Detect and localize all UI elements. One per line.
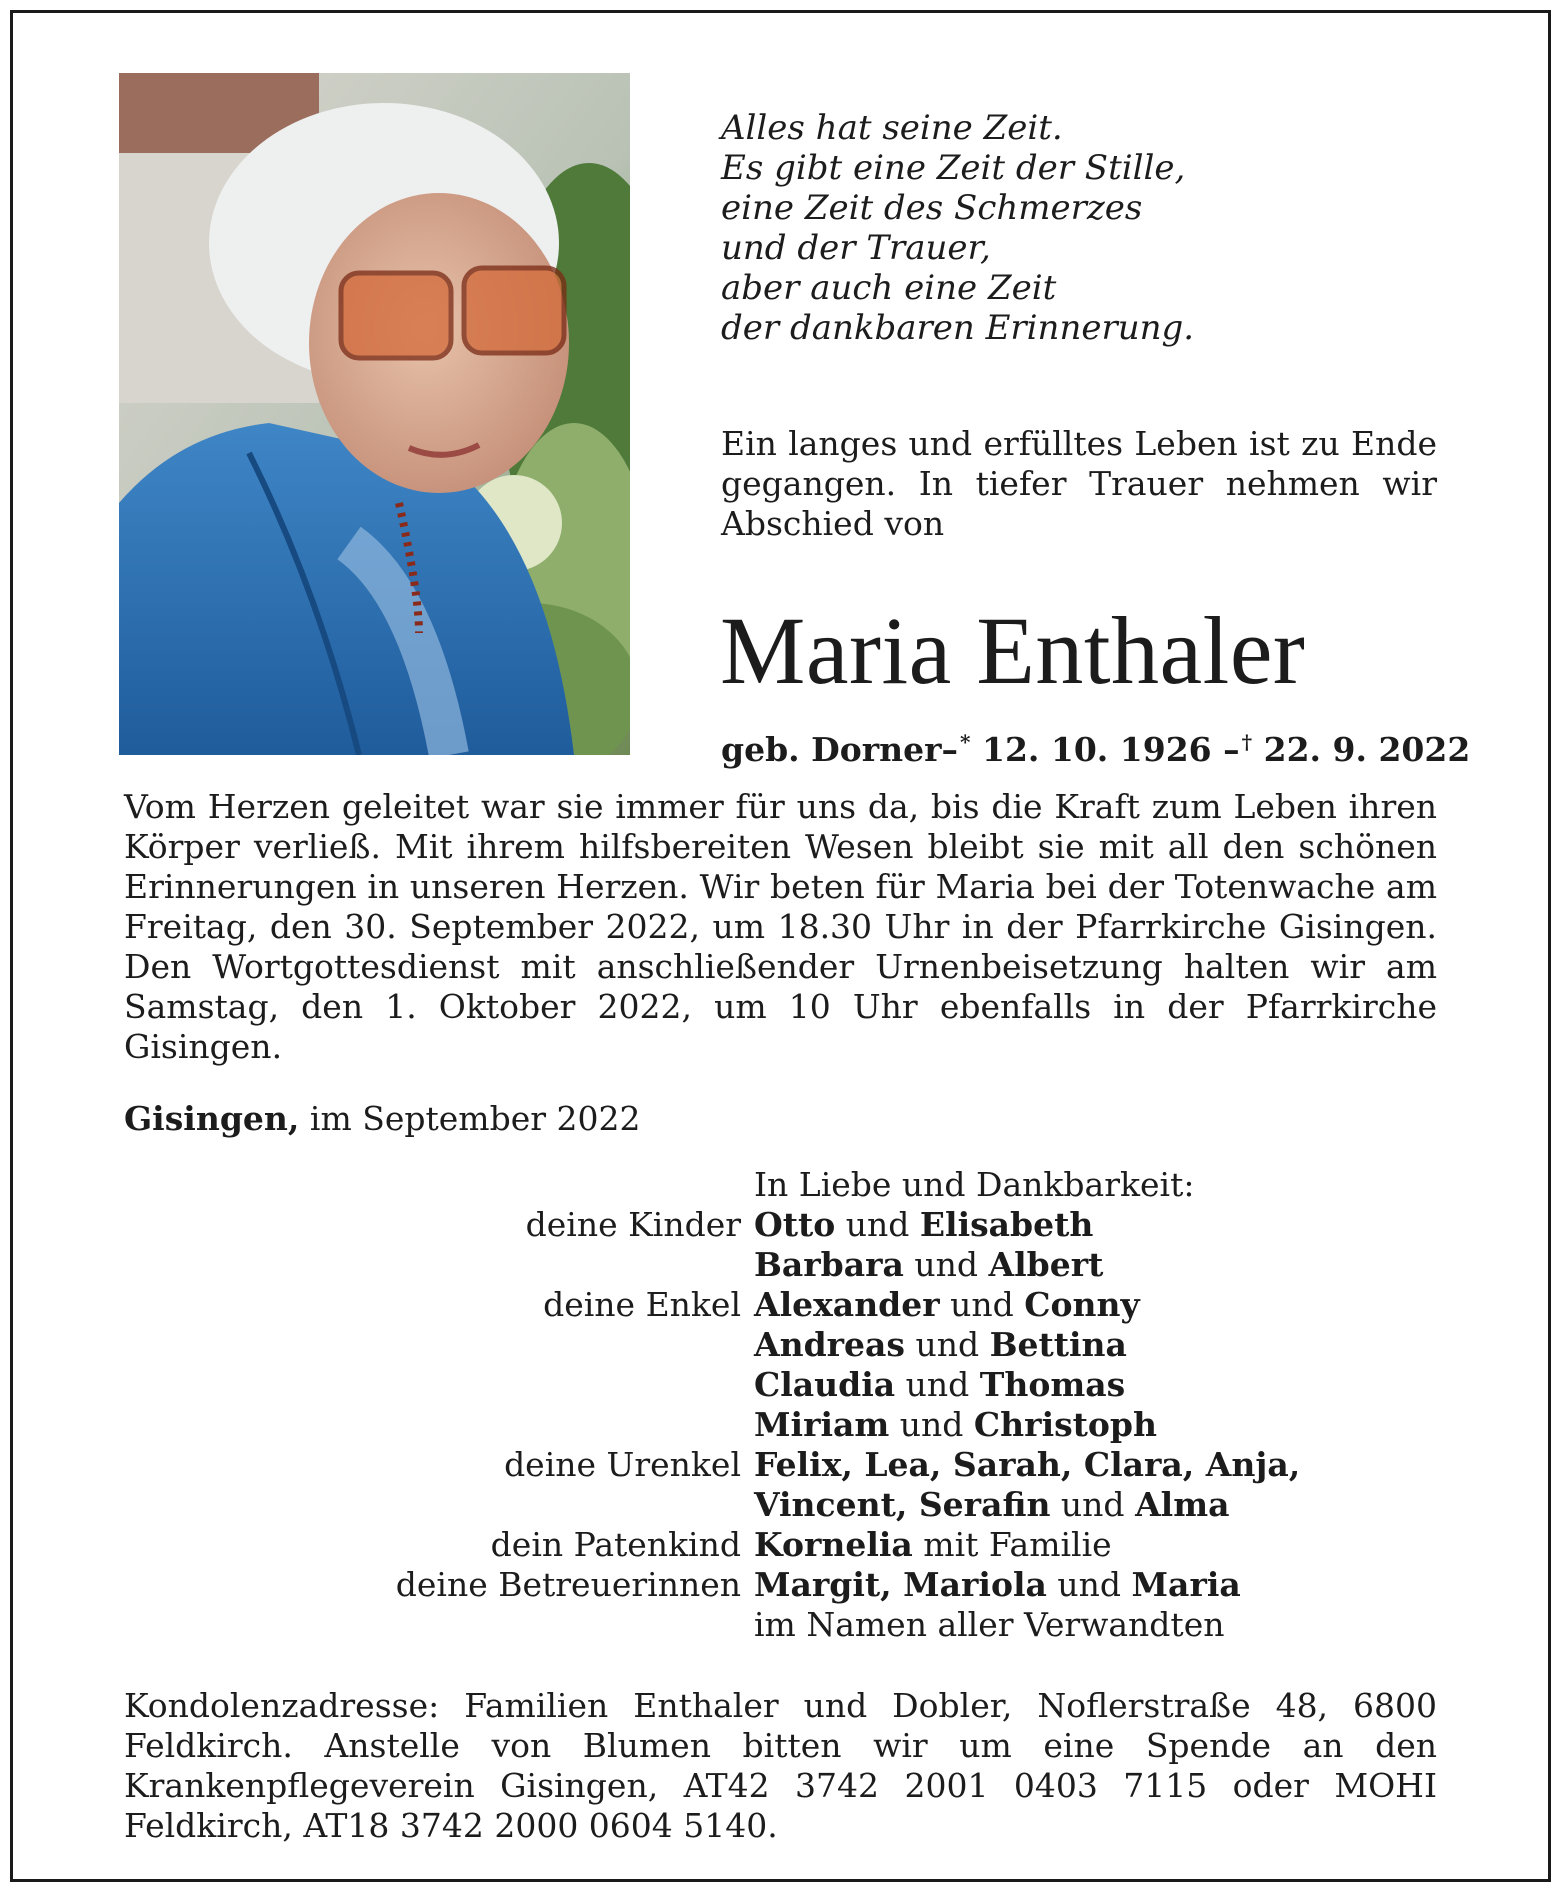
birth-date: 12. 10. 1926 <box>981 730 1212 769</box>
mourner-names <box>754 1245 1103 1285</box>
portrait-illustration <box>119 73 630 755</box>
dates-separator: – <box>1223 730 1240 769</box>
dates-separator: – <box>941 730 959 769</box>
mourner-names <box>754 1445 1300 1485</box>
mourner-names <box>754 1525 1112 1565</box>
mourner-row <box>0 1605 1567 1645</box>
mourner-connector: und <box>903 1245 989 1284</box>
poem-line: Es gibt eine Zeit der Stille, <box>721 148 1186 188</box>
mourner-row <box>0 1365 1567 1405</box>
mourner-name: Vincent, Serafin <box>754 1485 1051 1524</box>
mourner-names <box>754 1405 1157 1445</box>
mourner-names <box>754 1565 1241 1605</box>
mourner-name: Alexander <box>754 1285 940 1324</box>
mourner-relation: deine Urenkel <box>504 1445 741 1484</box>
mourner-name: Christoph <box>973 1405 1158 1444</box>
mourner-connector: und <box>835 1205 920 1244</box>
mourner-row <box>0 1325 1567 1365</box>
mourner-relation: deine Betreuerinnen <box>395 1565 741 1604</box>
death-symbol: † <box>1241 730 1253 754</box>
mourner-name: Elisabeth <box>919 1205 1094 1244</box>
mourner-connector: und <box>939 1285 1025 1324</box>
mourner-names <box>754 1325 1127 1365</box>
mourner-name: Kornelia <box>754 1525 913 1564</box>
mourner-name: Claudia <box>754 1365 896 1404</box>
intro-text: Ein langes und erfülltes Leben ist zu Ende gegangen. In tiefer Trauer nehmen wir Abschied von <box>721 424 1437 543</box>
poem-line: Alles hat seine Zeit. <box>721 108 1063 148</box>
birth-symbol: * <box>960 730 971 754</box>
mourner-name: Margit, Mariola <box>754 1565 1047 1604</box>
mourner-connector: und <box>1050 1485 1136 1524</box>
mourner-row <box>0 1525 1567 1565</box>
poem-line: aber auch eine Zeit <box>721 268 1057 308</box>
mourners-heading-row <box>0 1165 1567 1205</box>
mourners-list <box>0 1165 1567 1645</box>
mourner-name: Maria <box>1131 1565 1241 1604</box>
mourner-relation: deine Kinder <box>525 1205 741 1244</box>
mourner-name: Miriam <box>754 1405 890 1444</box>
deceased-name: Maria Enthaler <box>720 597 1306 704</box>
mourner-names <box>754 1485 1230 1525</box>
mourner-name: Otto <box>754 1205 836 1244</box>
place-city: Gisingen, <box>124 1099 300 1138</box>
poem-line: eine Zeit des Schmerzes <box>721 188 1143 228</box>
condolence-address: Kondolenzadresse: Familien Enthaler und Dobler, Noflerstraße 48, 6800 Feldkirch. Anstelle von Blumen bitten wir um eine Spende an den Krankenpflegeverein Gisingen, AT42 3742 2001 0403 7115 oder MOHI Feldkirch, AT18 3742 2000 0604 5140. <box>124 1686 1437 1845</box>
mourner-connector: im Namen aller Verwandten <box>754 1605 1225 1644</box>
mourner-rows <box>0 1205 1567 1645</box>
mourner-name: Alma <box>1135 1485 1230 1524</box>
mourner-row <box>0 1285 1567 1325</box>
mourner-row <box>0 1565 1567 1605</box>
poem <box>721 108 1441 348</box>
obituary-body: Vom Herzen geleitet war sie immer für uns da, bis die Kraft zum Leben ihren Körper verließ. Mit ihrem hilfsbereiten Wesen bleibt sie mit all den schönen Erinnerungen in unseren Herzen. Wir beten für Maria bei der Totenwache am Freitag, den 30. September 2022, um 18.30 Uhr in der Pfarrkirche Gisingen. Den Wortgottesdienst mit anschließender Urnenbeisetzung halten wir am Samstag, den 1. Oktober 2022, um 10 Uhr ebenfalls in der Pfarrkirche Gisingen. <box>124 787 1437 1066</box>
mourner-relation: dein Patenkind <box>490 1525 741 1564</box>
mourner-connector: und <box>889 1405 974 1444</box>
mourner-names <box>754 1365 1125 1405</box>
mourner-row <box>0 1405 1567 1445</box>
maiden-name: geb. Dorner <box>721 730 942 769</box>
mourner-name: Conny <box>1024 1285 1140 1324</box>
mourner-row <box>0 1445 1567 1485</box>
mourner-connector: und <box>905 1325 990 1364</box>
mourner-name: Andreas <box>754 1325 906 1364</box>
mourner-names <box>754 1285 1140 1325</box>
mourner-connector: und <box>895 1365 980 1404</box>
mourner-row <box>0 1485 1567 1525</box>
mourner-name: Albert <box>988 1245 1104 1284</box>
life-dates <box>721 720 1471 772</box>
mourner-row <box>0 1205 1567 1245</box>
mourner-names <box>754 1605 1224 1645</box>
mourner-row <box>0 1245 1567 1285</box>
mourner-connector: und <box>1046 1565 1132 1604</box>
mourner-connector: mit Familie <box>912 1525 1112 1564</box>
mourner-relation: deine Enkel <box>543 1285 741 1324</box>
mourner-name: Felix, Lea, Sarah, Clara, Anja, <box>754 1445 1301 1484</box>
death-date: 22. 9. 2022 <box>1263 730 1471 769</box>
mourner-name: Thomas <box>979 1365 1126 1404</box>
poem-line: und der Trauer, <box>721 228 991 268</box>
mourner-name: Bettina <box>989 1325 1127 1364</box>
place-date <box>124 1097 1024 1141</box>
poem-line: der dankbaren Erinnerung. <box>721 308 1195 348</box>
place-date-text: im September 2022 <box>309 1099 641 1138</box>
mourner-names <box>754 1205 1093 1245</box>
mourners-heading: In Liebe und Dankbarkeit: <box>754 1165 1195 1204</box>
mourner-name: Barbara <box>754 1245 904 1284</box>
portrait-photo <box>119 73 630 755</box>
